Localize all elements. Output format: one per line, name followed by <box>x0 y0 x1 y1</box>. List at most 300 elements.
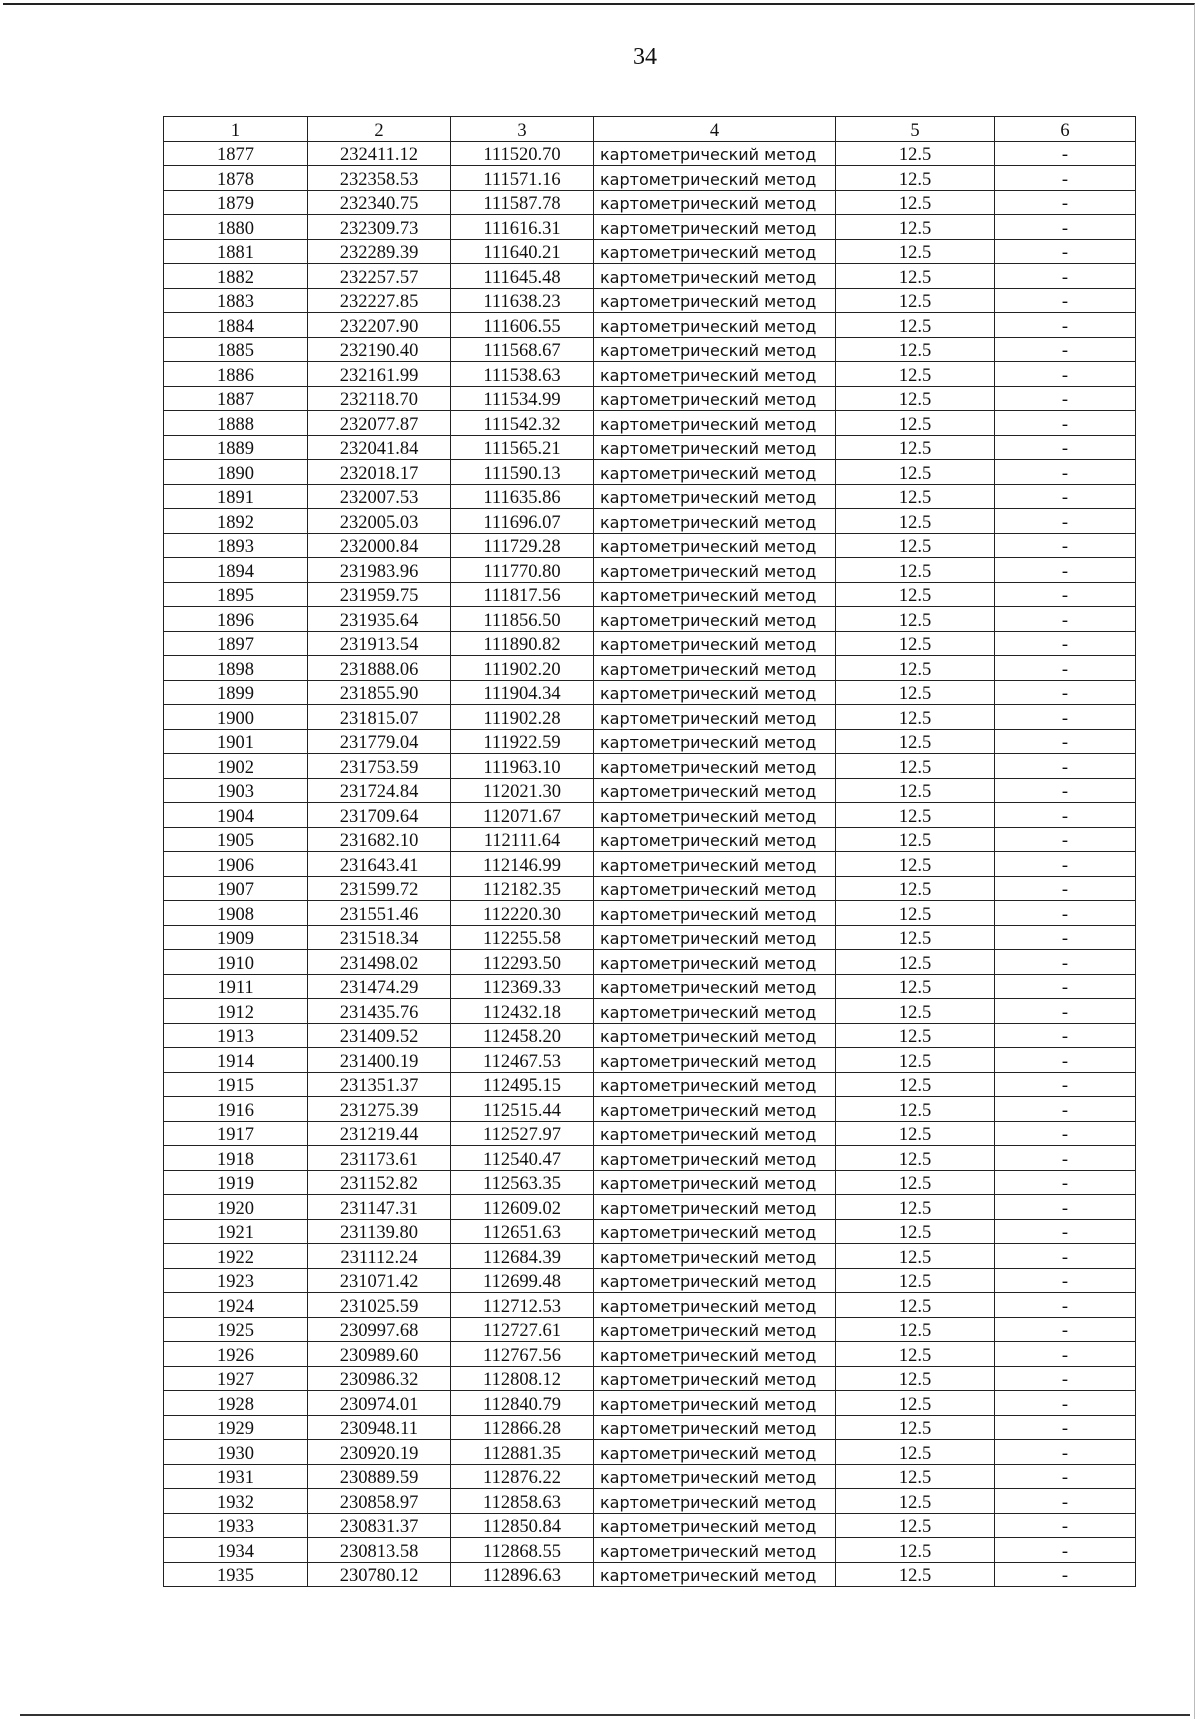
x-coordinate-cell: 231071.42 <box>308 1268 451 1293</box>
x-coordinate-cell: 231275.39 <box>308 1097 451 1122</box>
table-row <box>164 876 1136 901</box>
point-number-cell: 1885 <box>164 337 308 362</box>
description-cell: - <box>995 1048 1136 1073</box>
x-coordinate-cell: 231913.54 <box>308 631 451 656</box>
method-cell: картометрический метод <box>594 680 836 705</box>
y-coordinate-cell: 111890.82 <box>451 631 594 656</box>
method-cell: картометрический метод <box>594 656 836 681</box>
table-row <box>164 1023 1136 1048</box>
accuracy-cell: 12.5 <box>836 1317 995 1342</box>
y-coordinate-cell: 112293.50 <box>451 950 594 975</box>
description-cell: - <box>995 1562 1136 1587</box>
method-cell: картометрический метод <box>594 558 836 583</box>
table-row <box>164 803 1136 828</box>
method-cell: картометрический метод <box>594 1366 836 1391</box>
y-coordinate-cell: 112808.12 <box>451 1366 594 1391</box>
x-coordinate-cell: 231983.96 <box>308 558 451 583</box>
description-cell: - <box>995 1023 1136 1048</box>
point-number-cell: 1912 <box>164 999 308 1024</box>
description-cell: - <box>995 950 1136 975</box>
description-cell: - <box>995 1366 1136 1391</box>
y-coordinate-cell: 111534.99 <box>451 386 594 411</box>
description-cell: - <box>995 1293 1136 1318</box>
point-number-cell: 1924 <box>164 1293 308 1318</box>
method-cell: картометрический метод <box>594 215 836 240</box>
accuracy-cell: 12.5 <box>836 484 995 509</box>
table-row <box>164 509 1136 534</box>
table-row <box>164 288 1136 313</box>
description-cell: - <box>995 460 1136 485</box>
table-row <box>164 558 1136 583</box>
method-cell: картометрический метод <box>594 313 836 338</box>
accuracy-cell: 12.5 <box>836 411 995 436</box>
description-cell: - <box>995 754 1136 779</box>
point-number-cell: 1922 <box>164 1244 308 1269</box>
method-cell: картометрический метод <box>594 607 836 632</box>
method-cell: картометрический метод <box>594 1415 836 1440</box>
point-number-cell: 1909 <box>164 925 308 950</box>
description-cell: - <box>995 411 1136 436</box>
method-cell: картометрический метод <box>594 239 836 264</box>
table-row <box>164 1513 1136 1538</box>
point-number-cell: 1928 <box>164 1391 308 1416</box>
x-coordinate-cell: 231959.75 <box>308 582 451 607</box>
table-row <box>164 1391 1136 1416</box>
accuracy-cell: 12.5 <box>836 1513 995 1538</box>
table-row <box>164 1219 1136 1244</box>
point-number-cell: 1926 <box>164 1342 308 1367</box>
page-number: 34 <box>633 44 657 70</box>
table-row <box>164 1440 1136 1465</box>
table-row <box>164 1317 1136 1342</box>
x-coordinate-cell: 231139.80 <box>308 1219 451 1244</box>
y-coordinate-cell: 112609.02 <box>451 1195 594 1220</box>
accuracy-cell: 12.5 <box>836 999 995 1024</box>
accuracy-cell: 12.5 <box>836 533 995 558</box>
table-row <box>164 974 1136 999</box>
accuracy-cell: 12.5 <box>836 239 995 264</box>
x-coordinate-cell: 231855.90 <box>308 680 451 705</box>
description-cell: - <box>995 999 1136 1024</box>
y-coordinate-cell: 111904.34 <box>451 680 594 705</box>
x-coordinate-cell: 230780.12 <box>308 1562 451 1587</box>
table-row <box>164 1489 1136 1514</box>
method-cell: картометрический метод <box>594 1121 836 1146</box>
table-row <box>164 999 1136 1024</box>
x-coordinate-cell: 232118.70 <box>308 386 451 411</box>
x-coordinate-cell: 232190.40 <box>308 337 451 362</box>
accuracy-cell: 12.5 <box>836 1538 995 1563</box>
accuracy-cell: 12.5 <box>836 558 995 583</box>
y-coordinate-cell: 112881.35 <box>451 1440 594 1465</box>
method-cell: картометрический метод <box>594 435 836 460</box>
point-number-cell: 1902 <box>164 754 308 779</box>
table-row <box>164 925 1136 950</box>
accuracy-cell: 12.5 <box>836 460 995 485</box>
description-cell: - <box>995 974 1136 999</box>
table-row <box>164 1268 1136 1293</box>
table-row <box>164 1121 1136 1146</box>
description-cell: - <box>995 558 1136 583</box>
method-cell: картометрический метод <box>594 1538 836 1563</box>
accuracy-cell: 12.5 <box>836 1342 995 1367</box>
accuracy-cell: 12.5 <box>836 362 995 387</box>
point-number-cell: 1877 <box>164 141 308 166</box>
accuracy-cell: 12.5 <box>836 288 995 313</box>
method-cell: картометрический метод <box>594 778 836 803</box>
accuracy-cell: 12.5 <box>836 509 995 534</box>
point-number-cell: 1927 <box>164 1366 308 1391</box>
x-coordinate-cell: 231112.24 <box>308 1244 451 1269</box>
column-header: 6 <box>995 117 1136 142</box>
accuracy-cell: 12.5 <box>836 729 995 754</box>
method-cell: картометрический метод <box>594 705 836 730</box>
point-number-cell: 1915 <box>164 1072 308 1097</box>
method-cell: картометрический метод <box>594 1048 836 1073</box>
point-number-cell: 1916 <box>164 1097 308 1122</box>
description-cell: - <box>995 656 1136 681</box>
method-cell: картометрический метод <box>594 729 836 754</box>
table-row <box>164 313 1136 338</box>
description-cell: - <box>995 582 1136 607</box>
point-number-cell: 1883 <box>164 288 308 313</box>
description-cell: - <box>995 607 1136 632</box>
point-number-cell: 1901 <box>164 729 308 754</box>
description-cell: - <box>995 1513 1136 1538</box>
x-coordinate-cell: 231474.29 <box>308 974 451 999</box>
method-cell: картометрический метод <box>594 974 836 999</box>
point-number-cell: 1881 <box>164 239 308 264</box>
accuracy-cell: 12.5 <box>836 680 995 705</box>
description-cell: - <box>995 852 1136 877</box>
description-cell: - <box>995 778 1136 803</box>
column-header: 4 <box>594 117 836 142</box>
x-coordinate-cell: 232411.12 <box>308 141 451 166</box>
accuracy-cell: 12.5 <box>836 1464 995 1489</box>
y-coordinate-cell: 112495.15 <box>451 1072 594 1097</box>
description-cell: - <box>995 1464 1136 1489</box>
table-row <box>164 1366 1136 1391</box>
description-cell: - <box>995 1538 1136 1563</box>
method-cell: картометрический метод <box>594 925 836 950</box>
method-cell: картометрический метод <box>594 362 836 387</box>
point-number-cell: 1889 <box>164 435 308 460</box>
y-coordinate-cell: 112111.64 <box>451 827 594 852</box>
accuracy-cell: 12.5 <box>836 1244 995 1269</box>
method-cell: картометрический метод <box>594 509 836 534</box>
x-coordinate-cell: 231724.84 <box>308 778 451 803</box>
method-cell: картометрический метод <box>594 533 836 558</box>
accuracy-cell: 12.5 <box>836 1268 995 1293</box>
description-cell: - <box>995 925 1136 950</box>
accuracy-cell: 12.5 <box>836 1195 995 1220</box>
accuracy-cell: 12.5 <box>836 901 995 926</box>
description-cell: - <box>995 705 1136 730</box>
table-row <box>164 362 1136 387</box>
table-row <box>164 1048 1136 1073</box>
point-number-cell: 1913 <box>164 1023 308 1048</box>
point-number-cell: 1904 <box>164 803 308 828</box>
table-row <box>164 754 1136 779</box>
x-coordinate-cell: 230858.97 <box>308 1489 451 1514</box>
y-coordinate-cell: 112684.39 <box>451 1244 594 1269</box>
point-number-cell: 1923 <box>164 1268 308 1293</box>
method-cell: картометрический метод <box>594 1244 836 1269</box>
point-number-cell: 1914 <box>164 1048 308 1073</box>
y-coordinate-cell: 112896.63 <box>451 1562 594 1587</box>
method-cell: картометрический метод <box>594 1146 836 1171</box>
y-coordinate-cell: 111963.10 <box>451 754 594 779</box>
method-cell: картометрический метод <box>594 582 836 607</box>
accuracy-cell: 12.5 <box>836 1440 995 1465</box>
x-coordinate-cell: 232005.03 <box>308 509 451 534</box>
description-cell: - <box>995 215 1136 240</box>
point-number-cell: 1919 <box>164 1170 308 1195</box>
description-cell: - <box>995 313 1136 338</box>
y-coordinate-cell: 111770.80 <box>451 558 594 583</box>
y-coordinate-cell: 112858.63 <box>451 1489 594 1514</box>
x-coordinate-cell: 232207.90 <box>308 313 451 338</box>
x-coordinate-cell: 231498.02 <box>308 950 451 975</box>
x-coordinate-cell: 232257.57 <box>308 264 451 289</box>
method-cell: картометрический метод <box>594 1440 836 1465</box>
y-coordinate-cell: 112712.53 <box>451 1293 594 1318</box>
accuracy-cell: 12.5 <box>836 1415 995 1440</box>
point-number-cell: 1931 <box>164 1464 308 1489</box>
accuracy-cell: 12.5 <box>836 582 995 607</box>
description-cell: - <box>995 1317 1136 1342</box>
point-number-cell: 1933 <box>164 1513 308 1538</box>
point-number-cell: 1899 <box>164 680 308 705</box>
point-number-cell: 1895 <box>164 582 308 607</box>
point-number-cell: 1892 <box>164 509 308 534</box>
method-cell: картометрический метод <box>594 827 836 852</box>
description-cell: - <box>995 901 1136 926</box>
y-coordinate-cell: 111568.67 <box>451 337 594 362</box>
description-cell: - <box>995 1268 1136 1293</box>
description-cell: - <box>995 876 1136 901</box>
accuracy-cell: 12.5 <box>836 264 995 289</box>
bottom-rule <box>20 1714 1190 1716</box>
table-row <box>164 190 1136 215</box>
description-cell: - <box>995 288 1136 313</box>
table-row <box>164 1342 1136 1367</box>
point-number-cell: 1891 <box>164 484 308 509</box>
table-row <box>164 1538 1136 1563</box>
method-cell: картометрический метод <box>594 484 836 509</box>
point-number-cell: 1887 <box>164 386 308 411</box>
description-cell: - <box>995 1415 1136 1440</box>
x-coordinate-cell: 231682.10 <box>308 827 451 852</box>
point-number-cell: 1903 <box>164 778 308 803</box>
table-row <box>164 166 1136 191</box>
description-cell: - <box>995 1489 1136 1514</box>
description-cell: - <box>995 435 1136 460</box>
column-header: 3 <box>451 117 594 142</box>
point-number-cell: 1910 <box>164 950 308 975</box>
table-row <box>164 827 1136 852</box>
method-cell: картометрический метод <box>594 1317 836 1342</box>
table-row <box>164 533 1136 558</box>
point-number-cell: 1888 <box>164 411 308 436</box>
accuracy-cell: 12.5 <box>836 141 995 166</box>
point-number-cell: 1893 <box>164 533 308 558</box>
point-number-cell: 1906 <box>164 852 308 877</box>
x-coordinate-cell: 230974.01 <box>308 1391 451 1416</box>
table-row <box>164 141 1136 166</box>
y-coordinate-cell: 112563.35 <box>451 1170 594 1195</box>
y-coordinate-cell: 112540.47 <box>451 1146 594 1171</box>
description-cell: - <box>995 533 1136 558</box>
table-row <box>164 607 1136 632</box>
method-cell: картометрический метод <box>594 337 836 362</box>
x-coordinate-cell: 230813.58 <box>308 1538 451 1563</box>
y-coordinate-cell: 111542.32 <box>451 411 594 436</box>
table-row <box>164 1244 1136 1269</box>
x-coordinate-cell: 231219.44 <box>308 1121 451 1146</box>
accuracy-cell: 12.5 <box>836 190 995 215</box>
point-number-cell: 1897 <box>164 631 308 656</box>
table-row <box>164 1415 1136 1440</box>
x-coordinate-cell: 230997.68 <box>308 1317 451 1342</box>
accuracy-cell: 12.5 <box>836 925 995 950</box>
description-cell: - <box>995 631 1136 656</box>
table-row <box>164 1464 1136 1489</box>
point-number-cell: 1917 <box>164 1121 308 1146</box>
y-coordinate-cell: 112527.97 <box>451 1121 594 1146</box>
method-cell: картометрический метод <box>594 1097 836 1122</box>
accuracy-cell: 12.5 <box>836 1146 995 1171</box>
table-row <box>164 656 1136 681</box>
x-coordinate-cell: 232161.99 <box>308 362 451 387</box>
y-coordinate-cell: 111902.28 <box>451 705 594 730</box>
method-cell: картометрический метод <box>594 1170 836 1195</box>
description-cell: - <box>995 386 1136 411</box>
method-cell: картометрический метод <box>594 852 836 877</box>
x-coordinate-cell: 230831.37 <box>308 1513 451 1538</box>
x-coordinate-cell: 231173.61 <box>308 1146 451 1171</box>
y-coordinate-cell: 112651.63 <box>451 1219 594 1244</box>
x-coordinate-cell: 231152.82 <box>308 1170 451 1195</box>
y-coordinate-cell: 112021.30 <box>451 778 594 803</box>
method-cell: картометрический метод <box>594 803 836 828</box>
x-coordinate-cell: 232077.87 <box>308 411 451 436</box>
x-coordinate-cell: 231409.52 <box>308 1023 451 1048</box>
table-row <box>164 901 1136 926</box>
point-number-cell: 1886 <box>164 362 308 387</box>
y-coordinate-cell: 111520.70 <box>451 141 594 166</box>
accuracy-cell: 12.5 <box>836 827 995 852</box>
description-cell: - <box>995 239 1136 264</box>
accuracy-cell: 12.5 <box>836 656 995 681</box>
point-number-cell: 1907 <box>164 876 308 901</box>
x-coordinate-cell: 231815.07 <box>308 705 451 730</box>
y-coordinate-cell: 111729.28 <box>451 533 594 558</box>
y-coordinate-cell: 111606.55 <box>451 313 594 338</box>
table-row <box>164 386 1136 411</box>
description-cell: - <box>995 484 1136 509</box>
table-row <box>164 411 1136 436</box>
x-coordinate-cell: 230920.19 <box>308 1440 451 1465</box>
y-coordinate-cell: 111902.20 <box>451 656 594 681</box>
x-coordinate-cell: 231888.06 <box>308 656 451 681</box>
y-coordinate-cell: 112220.30 <box>451 901 594 926</box>
x-coordinate-cell: 232340.75 <box>308 190 451 215</box>
description-cell: - <box>995 1219 1136 1244</box>
description-cell: - <box>995 1146 1136 1171</box>
point-number-cell: 1879 <box>164 190 308 215</box>
table-row <box>164 950 1136 975</box>
point-number-cell: 1918 <box>164 1146 308 1171</box>
column-header: 2 <box>308 117 451 142</box>
y-coordinate-cell: 112255.58 <box>451 925 594 950</box>
x-coordinate-cell: 230889.59 <box>308 1464 451 1489</box>
method-cell: картометрический метод <box>594 1342 836 1367</box>
accuracy-cell: 12.5 <box>836 705 995 730</box>
description-cell: - <box>995 141 1136 166</box>
method-cell: картометрический метод <box>594 950 836 975</box>
accuracy-cell: 12.5 <box>836 754 995 779</box>
accuracy-cell: 12.5 <box>836 166 995 191</box>
method-cell: картометрический метод <box>594 1513 836 1538</box>
point-number-cell: 1878 <box>164 166 308 191</box>
table-row <box>164 852 1136 877</box>
method-cell: картометрический метод <box>594 166 836 191</box>
x-coordinate-cell: 231935.64 <box>308 607 451 632</box>
description-cell: - <box>995 509 1136 534</box>
point-number-cell: 1934 <box>164 1538 308 1563</box>
table-row <box>164 435 1136 460</box>
y-coordinate-cell: 112727.61 <box>451 1317 594 1342</box>
point-number-cell: 1911 <box>164 974 308 999</box>
point-number-cell: 1929 <box>164 1415 308 1440</box>
x-coordinate-cell: 232289.39 <box>308 239 451 264</box>
y-coordinate-cell: 111856.50 <box>451 607 594 632</box>
accuracy-cell: 12.5 <box>836 852 995 877</box>
method-cell: картометрический метод <box>594 1023 836 1048</box>
x-coordinate-cell: 232309.73 <box>308 215 451 240</box>
y-coordinate-cell: 111590.13 <box>451 460 594 485</box>
point-number-cell: 1905 <box>164 827 308 852</box>
table-row <box>164 705 1136 730</box>
method-cell: картометрический метод <box>594 876 836 901</box>
accuracy-cell: 12.5 <box>836 1562 995 1587</box>
table-row <box>164 680 1136 705</box>
table-row <box>164 239 1136 264</box>
y-coordinate-cell: 112515.44 <box>451 1097 594 1122</box>
accuracy-cell: 12.5 <box>836 1072 995 1097</box>
description-cell: - <box>995 1391 1136 1416</box>
y-coordinate-cell: 112699.48 <box>451 1268 594 1293</box>
table-row <box>164 631 1136 656</box>
table-row <box>164 1195 1136 1220</box>
method-cell: картометрический метод <box>594 1195 836 1220</box>
table-row <box>164 1072 1136 1097</box>
accuracy-cell: 12.5 <box>836 215 995 240</box>
y-coordinate-cell: 112868.55 <box>451 1538 594 1563</box>
x-coordinate-cell: 232358.53 <box>308 166 451 191</box>
accuracy-cell: 12.5 <box>836 803 995 828</box>
method-cell: картометрический метод <box>594 901 836 926</box>
y-coordinate-cell: 111635.86 <box>451 484 594 509</box>
y-coordinate-cell: 111696.07 <box>451 509 594 534</box>
description-cell: - <box>995 362 1136 387</box>
x-coordinate-cell: 230986.32 <box>308 1366 451 1391</box>
x-coordinate-cell: 232018.17 <box>308 460 451 485</box>
accuracy-cell: 12.5 <box>836 1170 995 1195</box>
table-row <box>164 484 1136 509</box>
point-number-cell: 1930 <box>164 1440 308 1465</box>
